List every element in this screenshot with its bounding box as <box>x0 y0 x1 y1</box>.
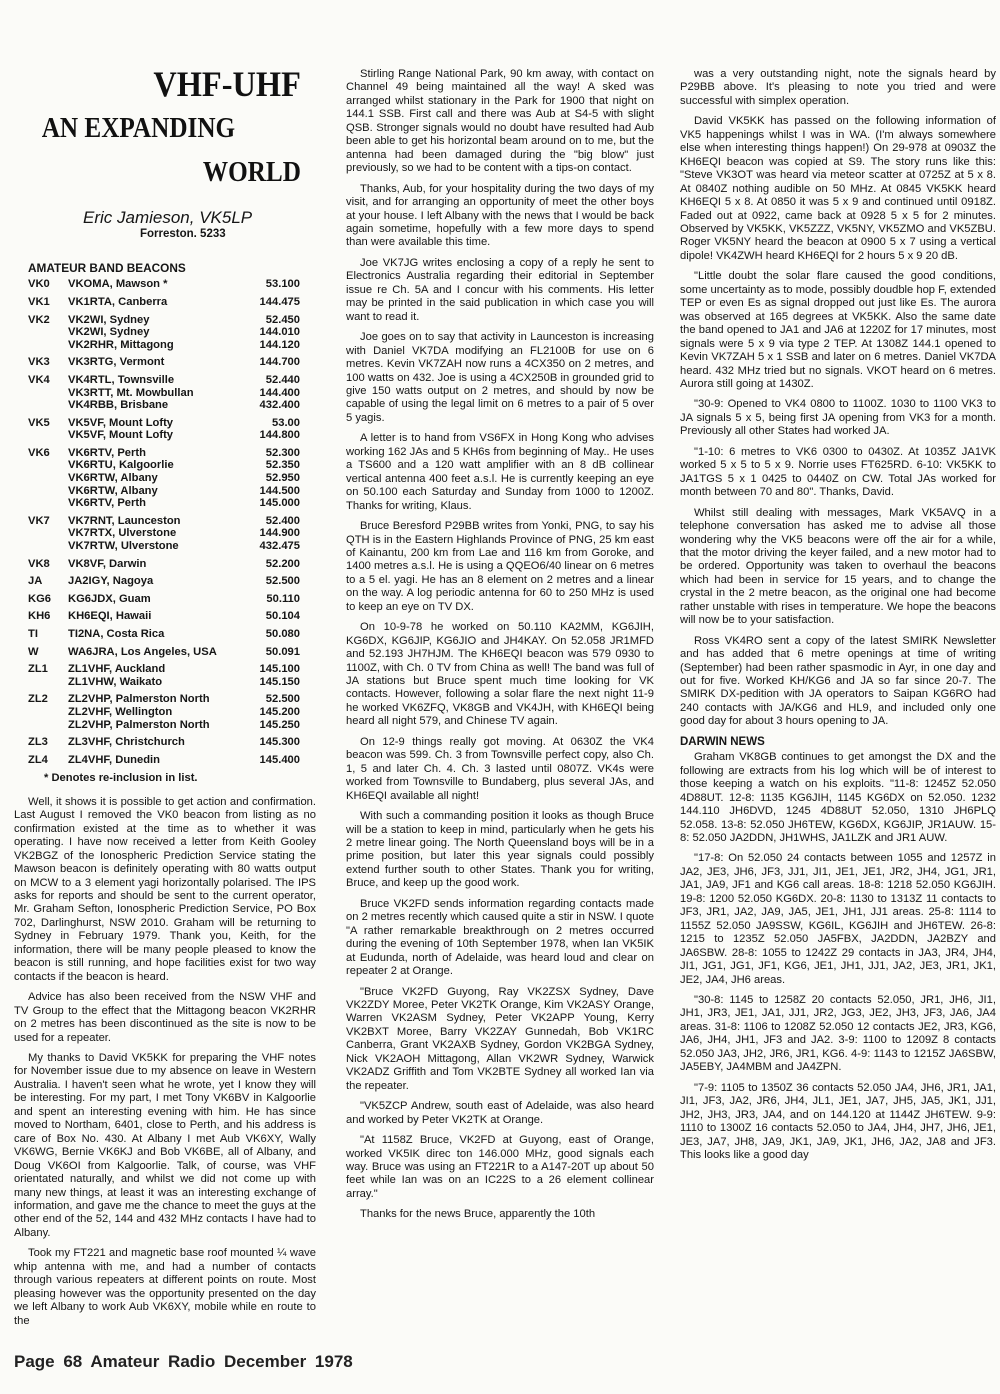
beacon-prefix: VK7 <box>28 514 50 527</box>
beacon-row <box>28 497 300 510</box>
beacon-frequency: 50.110 <box>266 592 300 605</box>
beacon-row <box>28 731 300 749</box>
beacon-frequency: 52.400 <box>265 514 300 527</box>
beacon-row <box>28 510 300 528</box>
beacon-frequency: 50.091 <box>265 645 300 658</box>
beacon-prefix: ZL4 <box>28 753 48 766</box>
beacon-prefix <box>28 326 68 339</box>
beacon-frequency: 144.120 <box>259 338 300 351</box>
beacon-prefix: ZL1 <box>28 663 48 676</box>
column-1 <box>14 66 316 1335</box>
beacon-callsign: ZL2VHF, Wellington <box>68 705 173 718</box>
article-paragraph: Graham VK8GB continues to get amongst the DX and the following are extracts from his log which will be of interest to those keeping a watch on his exploits. "11-8: 1245Z 52.050 4D88UT. 12-8: 1135 KG6JIH, 1145 KG6DX on 52.050. 1232 144.110 JH6DVD, 1245 4D88UT 52.050, 1310 JH6PLQ 52.058. 13-8: 52.050 JH6TEW, KG6DX, KG6JIP, JR1AUW. 15-8: 52.050 JA2DDN, JH1WHS, JA1LZK and JR1 AUW. <box>680 751 996 845</box>
article-paragraph: My thanks to David VK5KK for preparing the VHF notes for November issue due to my absence on leave in Western Australia. I haven't seen what he wrote, yet I know they will be interesting. For my part, I met Tony VK6BV in Kalgoorlie and spent an interesting evening with him. He has since moved to Northam, 6401, close to Perth, and his address is care of Box No. 430. At Albany I met Aub VK6XY, Wally VK6WG, Bernie VK6KJ and Bob VK6BE, all of Albany, and Doug VK6OI from Kalgoorlie. Talk, of course, was VHF orientated naturally, and whilst we did not come up with many new things, at least it was an interesting exchange of information, and gave me the chance to meet the guys at the other end of the 52, 144 and 432 MHz contacts I have had to Albany. <box>14 1051 316 1239</box>
column-3 <box>680 68 996 1169</box>
article-paragraph: Whilst still dealing with messages, Mark VK5AVQ in a telephone conversation has asked me to advise all those wondering why the VK5 beacons were off the air for a while, that the motor driving the keyer failed, and a new motor had to be ordered. Opportunity was taken to overhaul the beacons which had been in service for 15 years, and to change the crystal in the 2 metre beacon, as the original one had become rather unstable with rises in temperature. We hope the beacons will now be to your satisfaction. <box>680 506 996 627</box>
beacons-table <box>28 278 300 766</box>
beacon-prefix: VK3 <box>28 356 50 369</box>
article-paragraph: "7-9: 1105 to 1350Z 36 contacts 52.050 JA4, JH6, JR1, JA1, JI1, JF3, JA2, JR6, JH4, JL1, JE1, JA7, JH5, JA5, JK1, JJ1, JH2, JH3, JR3, JA4, and on 144.120 at 1144Z JH6TEW. 9-9: 1110 to 1300Z 16 contacts 52.050 to JA4, JH4, JH7, JH6, JE1, JE3, JA7, JH8, JA9, JK1, JA9, JK1, JH6, JA2, JA8 and JF3. This looks like a good day <box>680 1081 996 1161</box>
beacon-callsign: ZL1VHF, Auckland <box>68 663 166 676</box>
beacon-prefix <box>28 339 68 352</box>
article-paragraph: With such a commanding position it looks as though Bruce will be a station to keep in mind, particularly when he gets his 2 metre linear going. The North Queensland boys will be in a prime position, but later this year signals could possibly extend further south to other States. Thank you for writing, Bruce, and keep up the good work. <box>346 810 654 890</box>
beacon-row <box>28 387 300 400</box>
article-paragraph: Bruce VK2FD sends information regarding contacts made on 2 metres recently which caused quite a stir in NSW. I quote "A rather remarkable breakthrough on 2 metres occurred during the evening of 10th September 1978, when Ian VK5IK at Eudunda, north of Adelaide, was heard loud and clear on repeater 2 at Orange. <box>346 897 654 978</box>
article-paragraph: Thanks, Aub, for your hospitality during the two days of my visit, and for arranging an opportunity of meet the other boys at your house. I left Albany with the news that I would be back again sometime, hopefully with a few more days to spend than were available this time. <box>346 182 654 249</box>
beacon-frequency: 52.450 <box>265 313 300 326</box>
beacon-row <box>28 688 300 706</box>
beacon-prefix <box>28 676 68 689</box>
beacon-row <box>28 641 300 659</box>
column-1-body <box>14 796 316 1328</box>
beacon-frequency: 144.010 <box>259 326 300 339</box>
beacon-frequency: 432.400 <box>259 399 300 412</box>
beacon-row <box>28 749 300 767</box>
article-paragraph: David VK5KK has passed on the following information of VK5 happenings whilst I was in WA. (I'm always somewhere else when interesting things happen!) On 29-978 at 0903Z the KH6EQI beacon was copied at S9. The story runs like this: "Steve VK3OT was heard via meteor scatter at 0725Z at 5 x 8. At 0840Z nothing audible on 50 MHz. At 0845 VK5KK heard KH6EQI 5 x 8. At 0850 it was 5 x 9 and continued until 0918Z. Faded out at 0922, came back at 0928 5 x 5 for 2 minutes. Observed by VK5KK, VK5ZZZ, VK5NY, VK5ZMO and VK5ZBU. Roger VK5NY heard the beacon at 0900 5 x 7 using a vertical dipole! VK4ZWH heard KH6EQI for 2 hours 5 x 9 20 dB. <box>680 115 996 262</box>
beacon-prefix: ZL3 <box>28 736 48 749</box>
beacon-callsign: VK2RHR, Mittagong <box>68 338 174 351</box>
article-paragraph: "1-10: 6 metres to VK6 0300 to 0430Z. At 1035Z JA1VK worked 5 x 5 to 5 x 9. Norrie uses FT625RD. 6-10: VK5KK to JA1TGS 5 x 1 0425 to 0440Z on CW. Total JAs worked for month between 70 and 80". Thanks, David. <box>680 445 996 499</box>
beacon-row <box>28 459 300 472</box>
beacon-callsign: VK7RNT, Launceston <box>68 514 181 527</box>
beacon-row <box>28 278 300 291</box>
beacon-frequency: 145.200 <box>259 705 300 718</box>
beacon-callsign: VK2WI, Sydney <box>68 326 150 339</box>
article-paragraph: "Bruce VK2FD Guyong, Ray VK2ZSX Sydney, Dave VK2ZDY Moree, Peter VK2TK Orange, Kim VK2ASY Orange, Warren VK2ASM Sydney, Peter VK2APP Young, Kerry VK2BXT Moree, Barry VK2ZAY Gunnedah, Bob VK1RC Canberra, Grant VK2AXB Sydney, Gordon VK2BGA Sydney, Nick VK2AOH Mittagong, Allan VK2WR Sydney, Warwick VK2ADZ Griffith and Tom VK2BTE Sydney all worked Ian via the repeater. <box>346 985 654 1092</box>
beacon-prefix: KH6 <box>28 610 51 623</box>
title-line-2: AN EXPANDING <box>41 113 236 144</box>
page-footer: Page 68 Amateur Radio December 1978 <box>14 1352 353 1371</box>
beacon-frequency: 144.800 <box>259 429 300 442</box>
beacon-callsign: VK6RTV, Perth <box>68 497 146 510</box>
article-paragraph: "30-9: Opened to VK4 0800 to 1100Z. 1030 to 1100 VK3 to JA signals 5 x 5, being first JA opening from VK3 for a month. Previously all other States had worked JA. <box>680 398 996 438</box>
beacon-callsign: KH6EQI, Hawaii <box>68 610 152 623</box>
beacon-row <box>28 472 300 485</box>
beacon-callsign: VK6RTW, Albany <box>68 484 158 497</box>
beacon-frequency: 52.200 <box>265 557 300 570</box>
beacon-frequency: 145.300 <box>259 736 300 749</box>
beacon-row <box>28 605 300 623</box>
beacon-callsign: WA6JRA, Los Angeles, USA <box>68 645 217 658</box>
beacon-prefix: VK8 <box>28 557 50 570</box>
beacon-prefix <box>28 706 68 719</box>
beacon-callsign: VK8VF, Darwin <box>68 557 147 570</box>
article-paragraph: Advice has also been received from the NSW VHF and TV Group to the effect that the Mittagong beacon VK2RHR on 2 metres has been discontinued as the site is now to be used for a repeater. <box>14 991 316 1044</box>
beacon-prefix <box>28 497 68 510</box>
beacon-row <box>28 326 300 339</box>
beacon-row <box>28 706 300 719</box>
beacon-prefix <box>28 387 68 400</box>
article-title <box>14 66 316 191</box>
darwin-news-body <box>680 751 996 1162</box>
article-paragraph: Joe goes on to say that activity in Launceston is increasing with Daniel VK7DA modifying an FL2100B for use on 6 metres. Kevin VK7ZAH now runs a 4CX350 on 2 metres, and 100 watts on 432. Joe is using a 4CX250B in grounded grid to give 150 watts output on 2 metres, and should by now be capable of using the legal limit on 6 metres to a pair of 5 over 5 yagis. <box>346 331 654 424</box>
beacon-row <box>28 570 300 588</box>
beacon-callsign: ZL3VHF, Christchurch <box>68 736 185 749</box>
beacon-prefix: KG6 <box>28 592 52 605</box>
beacon-frequency: 50.080 <box>265 628 300 641</box>
article-paragraph: Thanks for the news Bruce, apparently the 10th <box>360 1208 596 1221</box>
column-2 <box>346 68 654 1229</box>
article-paragraph: A letter is to hand from VS6FX in Hong Kong who advises working 162 JAs and 5 KH6s from beginning of May.. He uses a TS600 and a 120 watt amplifier with an 8 dB collinear vertical antenna 400 feet a.s.l. He is currently keeping an eye on 50.100 each Saturday and Sunday from 1000 to 1200Z. Thanks for writing, Klaus. <box>346 432 654 512</box>
beacon-frequency: 53.00 <box>272 416 300 429</box>
beacon-callsign: VK6RTV, Perth <box>68 446 146 459</box>
beacon-row <box>28 658 300 676</box>
author-location: Forreston. 5233 <box>140 228 226 241</box>
beacon-prefix: JA <box>28 575 43 588</box>
article-paragraph: Stirling Range National Park, 90 km away, with contact on Channel 49 being maintained all the way! A sked was arranged whilst stationary in the Park for 1900 that night on 144.1 SSB. First call and there was Aub at S4-5 with slight QSB. Stronger signals would no doubt have resulted had Aub been able to get his horizontal beam around on to me, but the antenna had been damaged during the "big blow" just previously, so we had to be content with a tips-on contact. <box>346 68 654 175</box>
beacon-prefix: TI <box>28 628 38 641</box>
article-paragraph: Ross VK4RO sent a copy of the latest SMIRK Newsletter and has added that 6 metre openings at time of writing (September) had been rather spasmodic in Ayr, in one day and out for five. Worked KH/KG6 and JA so far since 20-7. The SMIRK DX-pedition with JA operators to Saipan KG6RO had 240 contacts with JA/KG6 and HL9, and included only one good day for about 3 hours opening to JA. <box>680 634 996 728</box>
beacon-callsign: VK1RTA, Canberra <box>68 295 168 308</box>
beacon-frequency: 52.350 <box>265 459 300 472</box>
beacon-frequency: 52.300 <box>265 446 300 459</box>
beacon-prefix: VK6 <box>28 446 50 459</box>
article-paragraph: Joe VK7JG writes enclosing a copy of a reply he sent to Electronics Australia regarding their editorial in September issue re Ch. 5A and I concur with his comments. His letter may be printed in the said publication in which case you will want to read it. <box>346 256 654 323</box>
beacons-heading: AMATEUR BAND BEACONS <box>28 260 186 275</box>
beacon-callsign: VK4RBB, Brisbane <box>68 399 169 412</box>
beacon-callsign: VK5VF, Mount Lofty <box>68 416 174 429</box>
beacon-frequency: 145.250 <box>259 718 300 731</box>
beacon-prefix <box>28 472 68 485</box>
article-paragraph: was a very outstanding night, note the signals heard by P29BB above. It's pleasing to note you tried and were successful with simplex operation. <box>680 68 996 107</box>
beacon-prefix: VK2 <box>28 313 50 326</box>
beacon-prefix <box>28 429 68 442</box>
beacon-prefix: VK0 <box>28 278 50 291</box>
beacon-prefix <box>28 527 68 540</box>
beacon-callsign: VK6RTW, Albany <box>68 472 158 485</box>
beacon-row <box>28 719 300 732</box>
beacon-frequency: 52.500 <box>265 575 300 588</box>
beacon-frequency: 144.500 <box>259 484 300 497</box>
beacon-frequency: 52.440 <box>265 373 300 386</box>
article-paragraph: On 10-9-78 he worked on 50.110 KA2MM, KG6JIH, KG6DX, KG6JIP, KG6JIO and JH4KAY. On 52.058 JR1MFD and 52.193 JH7HJM. The KH6EQI beacon was 579 0930 to 1100Z, with Ch. 0 TV from China as well! The band was full of JA stations but Bruce spent much time looking for VK contacts. However, following a solar flare the next night 11-9 he worked VK6ZFQ, VK8GB and VK4JH, with KH6EQI being heard all night 579, and Chinese TV again. <box>346 621 654 728</box>
beacon-callsign: VK3RTT, Mt. Mowbullan <box>68 386 194 399</box>
beacon-callsign: ZL2VHP, Palmerston North <box>68 693 210 706</box>
beacon-frequency: 144.700 <box>259 356 300 369</box>
beacon-row <box>28 309 300 327</box>
beacon-callsign: TI2NA, Costa Rica <box>68 628 165 641</box>
beacon-row <box>28 540 300 553</box>
beacon-frequency: 144.900 <box>259 527 300 540</box>
beacon-row <box>28 676 300 689</box>
beacon-callsign: VK7RTW, Ulverstone <box>68 540 179 553</box>
beacon-prefix: VK1 <box>28 295 50 308</box>
beacon-frequency: 145.100 <box>259 663 300 676</box>
beacon-prefix <box>28 459 68 472</box>
beacon-frequency: 432.475 <box>259 540 300 553</box>
beacon-callsign: JA2IGY, Nagoya <box>68 575 154 588</box>
beacon-frequency: 145.400 <box>259 753 300 766</box>
beacon-prefix: ZL2 <box>28 693 48 706</box>
beacon-frequency: 52.500 <box>265 693 300 706</box>
beacon-callsign: ZL1VHW, Waikato <box>68 675 163 688</box>
title-line-1: VHF-UHF <box>153 64 301 104</box>
beacon-row <box>28 485 300 498</box>
beacon-prefix <box>28 485 68 498</box>
beacon-callsign: VK6RTU, Kalgoorlie <box>68 459 174 472</box>
beacon-row <box>28 399 300 412</box>
beacon-row <box>28 339 300 352</box>
beacons-footnote: * Denotes re-inclusion in list. <box>44 772 198 785</box>
beacon-row <box>28 369 300 387</box>
beacon-row <box>28 429 300 442</box>
beacon-row <box>28 442 300 460</box>
beacon-callsign: VKOMA, Mawson * <box>68 278 168 291</box>
beacon-prefix <box>28 399 68 412</box>
column-3-body <box>680 68 996 729</box>
beacon-row <box>28 412 300 430</box>
article-paragraph: On 12-9 things really got moving. At 0630Z the VK4 beacon was 599. Ch. 3 from Townsville perfect copy, also Ch. 1, 5 and later Ch. 4. Ch. 3 lasted until 0807Z. VK4s were worked from Townsville to Bundaberg, plus several JAs, and KH6EQI available all night! <box>346 735 654 802</box>
beacon-row <box>28 623 300 641</box>
article-paragraph: Well, it shows it is possible to get action and confirmation. Last August I removed the VK0 beacon from listing as no confirmation existed at the time as to whether it was operating. I have now received a letter from Keith Gooley VK2BGZ of the Ionospheric Prediction Service stating the Mawson beacon is definitely operating with 80 watts output on MCW to a 3 element yagi horizontally polarised. The IPS asks for reports and should be sent to the current operator, Mr. Graham Sefton, Ionospheric Prediction Service, PO Box 702, Darlinghurst, NSW 2010. Graham will be returning to Sydney in February 1979. Thank you, Keith, for the information, there will be many people pleased to know the beacon is still running, and hope facilities exist for two way contacts if the beacon is heard. <box>14 795 316 983</box>
beacon-callsign: ZL4VHF, Dunedin <box>68 753 160 766</box>
beacon-frequency: 53.100 <box>265 278 300 291</box>
beacon-row <box>28 588 300 606</box>
beacon-prefix <box>28 719 68 732</box>
beacon-callsign: VK2WI, Sydney <box>68 313 150 326</box>
article-paragraph: "VK5ZCP Andrew, south east of Adelaide, was also heard and worked by Peter VK2TK at Orange. <box>346 1100 654 1126</box>
article-paragraph: Took my FT221 and magnetic base roof mounted ¼ wave whip antenna with me, and had a number of contacts through various repeaters at different points on route. Most pleasing however was the opportunity presented on the day we left Albany to work Aub VK6XY, mobile while en route to the <box>14 1247 316 1327</box>
beacon-callsign: VK3RTG, Vermont <box>68 356 165 369</box>
beacon-callsign: ZL2VHP, Palmerston North <box>68 718 210 731</box>
beacon-frequency: 144.475 <box>259 295 300 308</box>
beacon-row <box>28 553 300 571</box>
article-paragraph: Bruce Beresford P29BB writes from Yonki, PNG, to say his QTH is in the Eastern Highlands Province of PNG, 25 km east of Kainantu, 200 km from Lae and 116 km from Goroke, and 1400 metres a.s.l. He is using a QQEO6/40 linear on 6 metres to a 5 el. yagi. He has an 8 element on 2 metres and a linear on the way. A log periodic antenna for 60 to 250 MHz is used to keep an eye on TV DX. <box>346 520 654 613</box>
darwin-news-heading: DARWIN NEWS <box>680 735 765 748</box>
beacon-callsign: VK5VF, Mount Lofty <box>68 429 174 442</box>
beacon-frequency: 145.150 <box>259 675 300 688</box>
beacon-row <box>28 291 300 309</box>
beacon-prefix: W <box>28 645 39 658</box>
beacon-frequency: 145.000 <box>259 497 300 510</box>
column-2-body <box>346 68 654 1222</box>
beacon-callsign: KG6JDX, Guam <box>68 592 151 605</box>
article-paragraph: "30-8: 1145 to 1258Z 20 contacts 52.050, JR1, JH6, JI1, JH1, JR3, JE1, JA1, JJ1, JR2, JG3, JE2, JH3, JF3, JA6, JA4 areas. 31-8: 1106 to 1208Z 52.050 12 contacts JE2, JR3, KG6, JA6, JH4, JH1, JF3 and JA2. 3-9: 1100 to 1209Z 8 contacts 52.050 JA3, JH2, JR6, JR1, KG6. 4-9: 1143 to 1215Z JA6SBW, JA5EBY, JA4MBM and JA4ZPN. <box>680 994 996 1074</box>
article-paragraph: "17-8: On 52.050 24 contacts between 1055 and 1257Z in JA2, JE3, JH6, JF3, JJ1, JI1, JE1, JE1, JR2, JH4, JG1, JR1, JA1, JA9, JF1 and KG6 call areas. 18-8: 1218 52.050 KG6JIH. 19-8: 1200 52.050 KG6DX. 20-8: 1130 to 1313Z 11 contacts to JF3, JR1, JA2, JA9, JA5, JE1, JH1, JJ1 areas. 25-8: 1114 to 1155Z 52.050 JA9SSW, KG6IL, KG6JIH and JH6TEW. 26-8: 1215 to 1235Z 52.050 JA5FBX, JA2DDN, JA2BZY and JA6SBW. 28-8: 1055 to 1242Z 29 contacts in JA3, JR4, JH4, JI1, JG1, JG1, JF1, KG6, JE1, JH1, JJ1, JA2, JE3, JR1, JK1, JE2, JA4, JH6 areas. <box>680 852 996 986</box>
beacon-callsign: VK4RTL, Townsville <box>68 373 175 386</box>
beacon-row <box>28 527 300 540</box>
beacon-prefix: VK4 <box>28 373 50 386</box>
beacon-frequency: 144.400 <box>259 386 300 399</box>
beacon-row <box>28 351 300 369</box>
beacon-prefix <box>28 540 68 553</box>
beacon-callsign: VK7RTX, Ulverstone <box>68 527 177 540</box>
article-paragraph: "At 1158Z Bruce, VK2FD at Guyong, east of Orange, worked VK5IK direc ton 146.000 MHz, good signals each way. Bruce was using an FT221R to a A147-20T up about 50 feet while Ian was on an IC22S to a 26 element collinear array." <box>346 1134 654 1200</box>
author-byline: Eric Jamieson, VK5LP <box>83 208 253 227</box>
article-paragraph: "Little doubt the solar flare caused the good conditions, some uncertainty as to mode, possibly doudble hop F, extended TEP or even Es as signal dropped out just like Es. The aurora was observed at 165 degrees at VK5KK. Also the same date the band opened to JA1 and JA6 at 1220Z for 17 minutes, most signals were 5 x 9 via type 2 TEP. At 1308Z 144.1 opened to Kevin VK7ZAH 5 x 1 SSB and later on 6 metres. Daniel VK7DA heard. 432 MHz tried but no signals. VKOT heard on 6 metres. Aurora still going at 1430Z. <box>680 270 996 390</box>
beacon-frequency: 50.104 <box>265 610 300 623</box>
beacon-prefix: VK5 <box>28 416 50 429</box>
title-line-3: WORLD <box>202 157 301 188</box>
beacon-frequency: 52.950 <box>265 472 300 485</box>
